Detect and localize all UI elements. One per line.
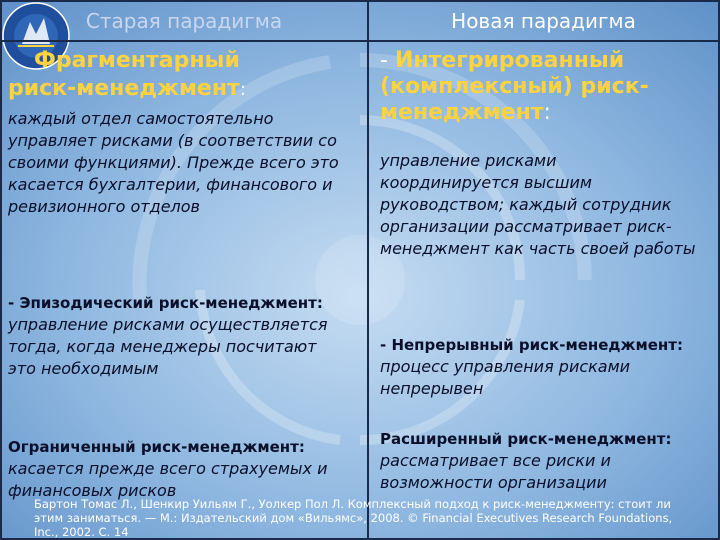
header-divider bbox=[2, 40, 718, 42]
continuous-risk-block bbox=[380, 334, 690, 400]
integrated-dash: - bbox=[380, 48, 395, 73]
episodic-colon: : bbox=[316, 294, 323, 312]
limited-text: касается прежде всего страхуемых и финансовых рисков bbox=[8, 459, 328, 500]
header-old-paradigm: Старая парадигма bbox=[85, 9, 283, 33]
fragmentary-title-line1: Фрагментарный bbox=[34, 48, 240, 73]
episodic-label: - Эпизодический риск-менеджмент bbox=[8, 294, 317, 312]
integrated-title bbox=[380, 48, 710, 126]
limited-label: Ограниченный риск-менеджмент bbox=[8, 438, 299, 456]
continuous-label: - Непрерывный риск-менеджмент bbox=[380, 336, 677, 354]
continuous-text: процесс управления рисками непрерывен bbox=[380, 357, 631, 398]
limited-colon: : bbox=[298, 438, 305, 456]
integrated-colon: : bbox=[543, 100, 551, 125]
episodic-text: управление рисками осуществляется тогда, когда менеджеры посчитают это необходимым bbox=[8, 315, 328, 378]
fragmentary-description: каждый отдел самостоятельно управляет рисками (в соответствии со своими функциями). Прежде всего это касается бухгалтерии, финансового и ревизионного отделов bbox=[8, 109, 339, 216]
integrated-title-text: Интегрированный (комплексный) риск-менеджмент bbox=[380, 48, 649, 125]
continuous-colon: : bbox=[676, 336, 683, 354]
paradigm-comparison-table bbox=[2, 2, 718, 538]
fragmentary-title-line2 bbox=[8, 76, 246, 102]
limited-risk-block bbox=[8, 436, 338, 502]
fragmentary-colon: : bbox=[239, 79, 246, 100]
footnote-citation: Бартон Томас Л., Шенкир Уильям Г., Уолкер Пол Л. Комплексный подход к риск-менеджменту: стоит ли этим заниматься. — М.: Издательский дом «Вильямс», 2008. © Financial Executives Research Foundations, Inc., 2002. С. 14 bbox=[34, 497, 673, 539]
header-new-paradigm: Новая парадигма bbox=[451, 9, 636, 33]
extended-colon: : bbox=[665, 430, 672, 448]
fragmentary-title-text: риск-менеджмент bbox=[8, 76, 240, 101]
extended-risk-block bbox=[380, 428, 690, 494]
column-divider bbox=[367, 2, 369, 538]
episodic-risk-block bbox=[8, 292, 348, 380]
integrated-description: управление рисками координируется высшим руководством; каждый сотрудник организации рассматривает риск-менеджмент как часть своей работы bbox=[380, 151, 696, 258]
extended-text: рассматривает все риски и возможности организации bbox=[380, 451, 611, 492]
extended-label: Расширенный риск-менеджмент bbox=[380, 430, 666, 448]
